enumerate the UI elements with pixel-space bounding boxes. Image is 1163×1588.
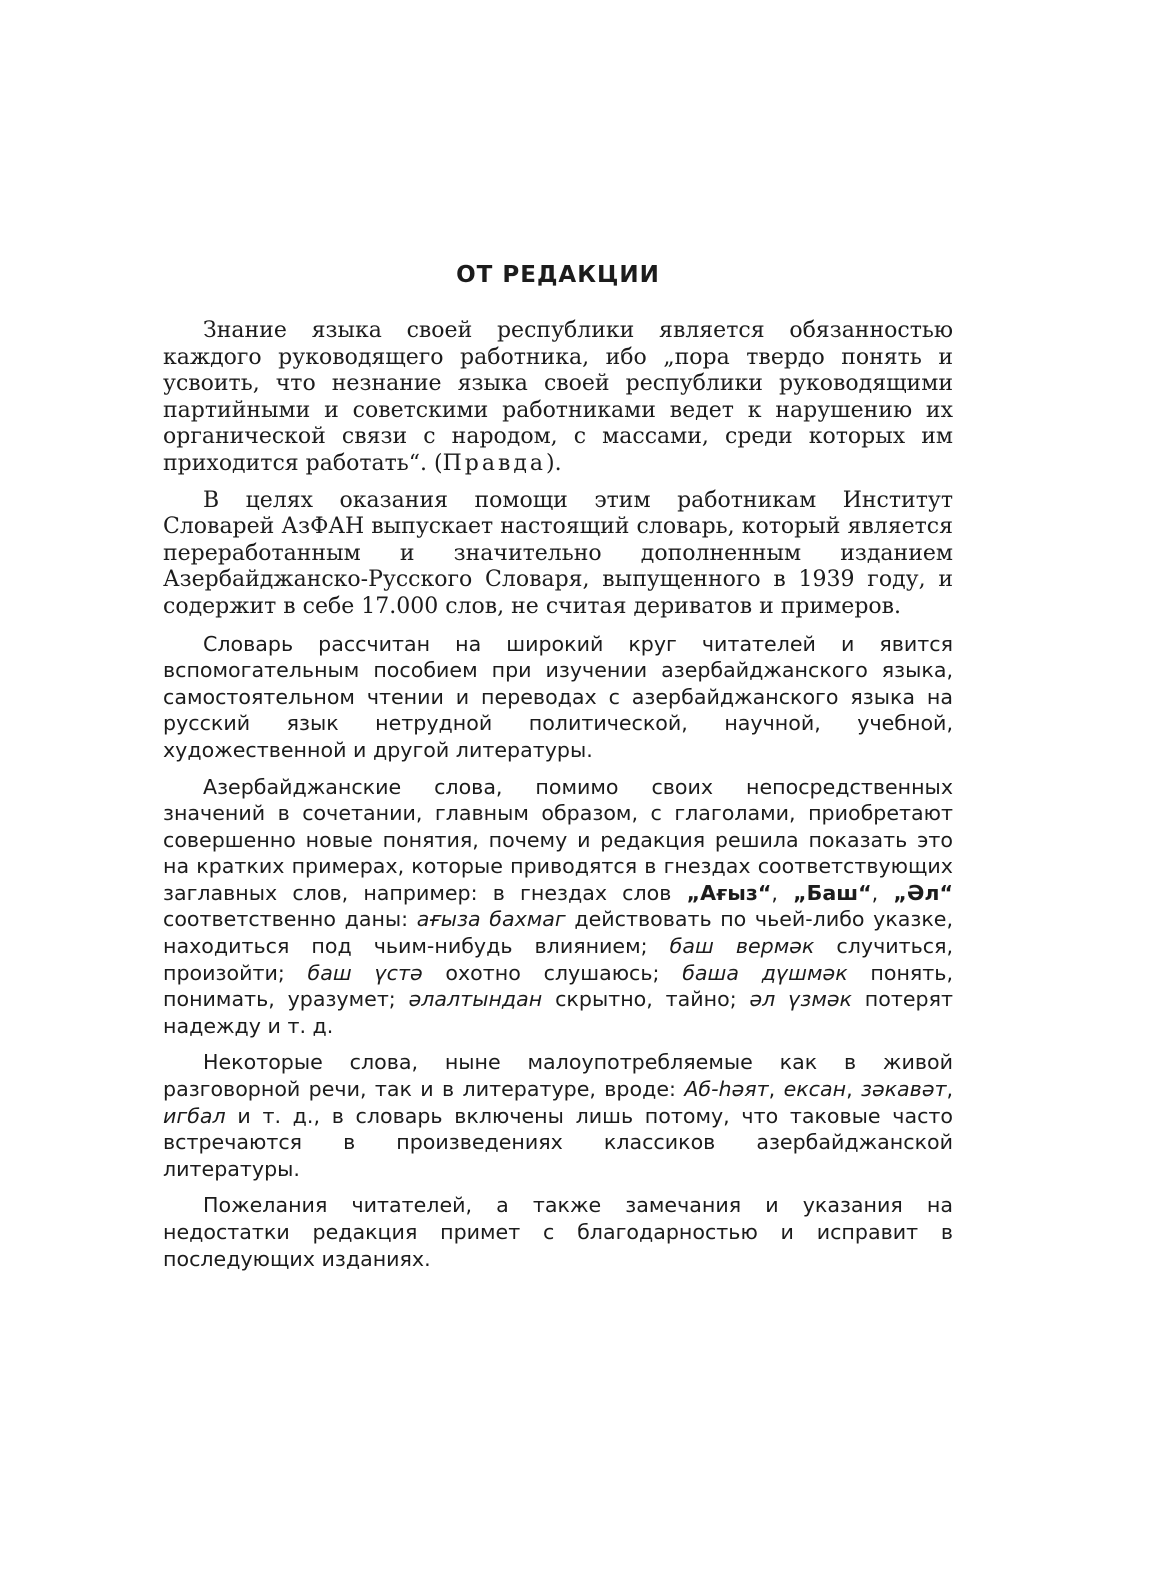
paragraph-5: [163, 1049, 953, 1182]
rare-word-1: Аб-һәят: [684, 1077, 769, 1102]
example-4: баша дүшмәк: [682, 960, 848, 985]
editorial-text: [163, 258, 953, 1282]
example-3: баш үстә: [307, 960, 423, 985]
paragraph-5-text-5: и т. д., в словарь включены лишь потому, что таковые часто встречаются в произведениях классиков азербайджанской литературы.: [163, 1103, 953, 1181]
paragraph-4-text-2: ,: [771, 880, 794, 905]
paragraph-4-text-6: случиться, произойти;: [163, 934, 954, 985]
paragraph-2: В целях оказания помощи этим работникам Институт Словарей АзФАН выпускает настоящий словарь, который является переработанным и значительно дополненным изданием Азербайджанско-Русского Словаря, выпущенного в 1939 году, и содержит в себе 17.000 слов, не считая дериватов и примеров.: [163, 487, 953, 619]
paragraph-6: Пожелания читателей, а также замечания и указания на недостатки редакция примет с благодарностью и исправит в последующих изданиях.: [163, 1193, 953, 1271]
headword-al: „Әл“: [893, 880, 954, 905]
paragraph-4-text-5: действовать по чьей-либо указке, находиться под чьим-нибудь влиянием;: [163, 907, 954, 959]
paragraph-5-text-3: ,: [846, 1077, 861, 1102]
headword-agyz: „Ағыз“: [686, 880, 772, 905]
example-2: баш вермәк: [669, 934, 815, 959]
paragraph-5-text-2: ,: [768, 1077, 784, 1102]
paragraph-1-end: ).: [546, 450, 562, 476]
paragraph-4-text-1: Азербайджанские слова, помимо своих непосредственных значений в сочетании, главным образом, с глаголами, приобретают совершенно новые понятия, почему и редакция решила показать это на кратких примерах, которые приводятся в гнездах соответствующих заглавных слов, например: в гнездах слов: [163, 774, 953, 905]
rare-word-2: ексан: [783, 1077, 847, 1102]
paragraph-1-text: Знание языка своей республики является обязанностью каждого руководящего работника, ибо „пора твердо понять и усвоить, что незнание языка своей республики руководящими партийными и советскими работниками ведет к нарушению их органической связи с народом, с массами, среди которых им приходится работать“. (: [163, 318, 953, 476]
quote-source: Правда: [442, 450, 547, 476]
paragraph-4-text-4: соответственно даны:: [163, 907, 417, 932]
page-title: ОТ РЕДАКЦИИ: [456, 262, 660, 288]
example-5: әлалтындан: [408, 987, 543, 1012]
example-6: әл үзмәк: [749, 987, 852, 1012]
paragraph-4-text-10: потерят надежду и т. д.: [163, 987, 953, 1038]
paragraph-5-text-1: Некоторые слова, ныне малоупотребляемые как в живой разговорной речи, так и в литературе, вроде:: [163, 1050, 953, 1102]
paragraph-4-text-3: ,: [871, 880, 894, 905]
paragraph-4: [163, 774, 953, 1040]
rare-word-3: зәкавәт: [861, 1077, 947, 1102]
paragraph-5-text-4: ,: [946, 1077, 954, 1102]
paragraph-3: Словарь рассчитан на широкий круг читателей и явится вспомогательным пособием при изучении азербайджанского языка, самостоятельном чтении и переводах с азербайджанского языка на русский язык нетрудной политической, научной, учебной, художественной и другой литературы.: [163, 631, 953, 762]
headword-bash: „Баш“: [793, 880, 872, 905]
paragraph-1: [163, 318, 953, 478]
paragraph-4-text-8: понять, понимать, уразумет;: [163, 960, 953, 1012]
paragraph-4-text-7: охотно слушаюсь;: [422, 960, 683, 985]
example-1: ағыза бахмаг: [416, 907, 566, 932]
paragraph-4-text-9: скрытно, тайно;: [542, 987, 750, 1012]
rare-word-4: игбал: [163, 1103, 226, 1128]
